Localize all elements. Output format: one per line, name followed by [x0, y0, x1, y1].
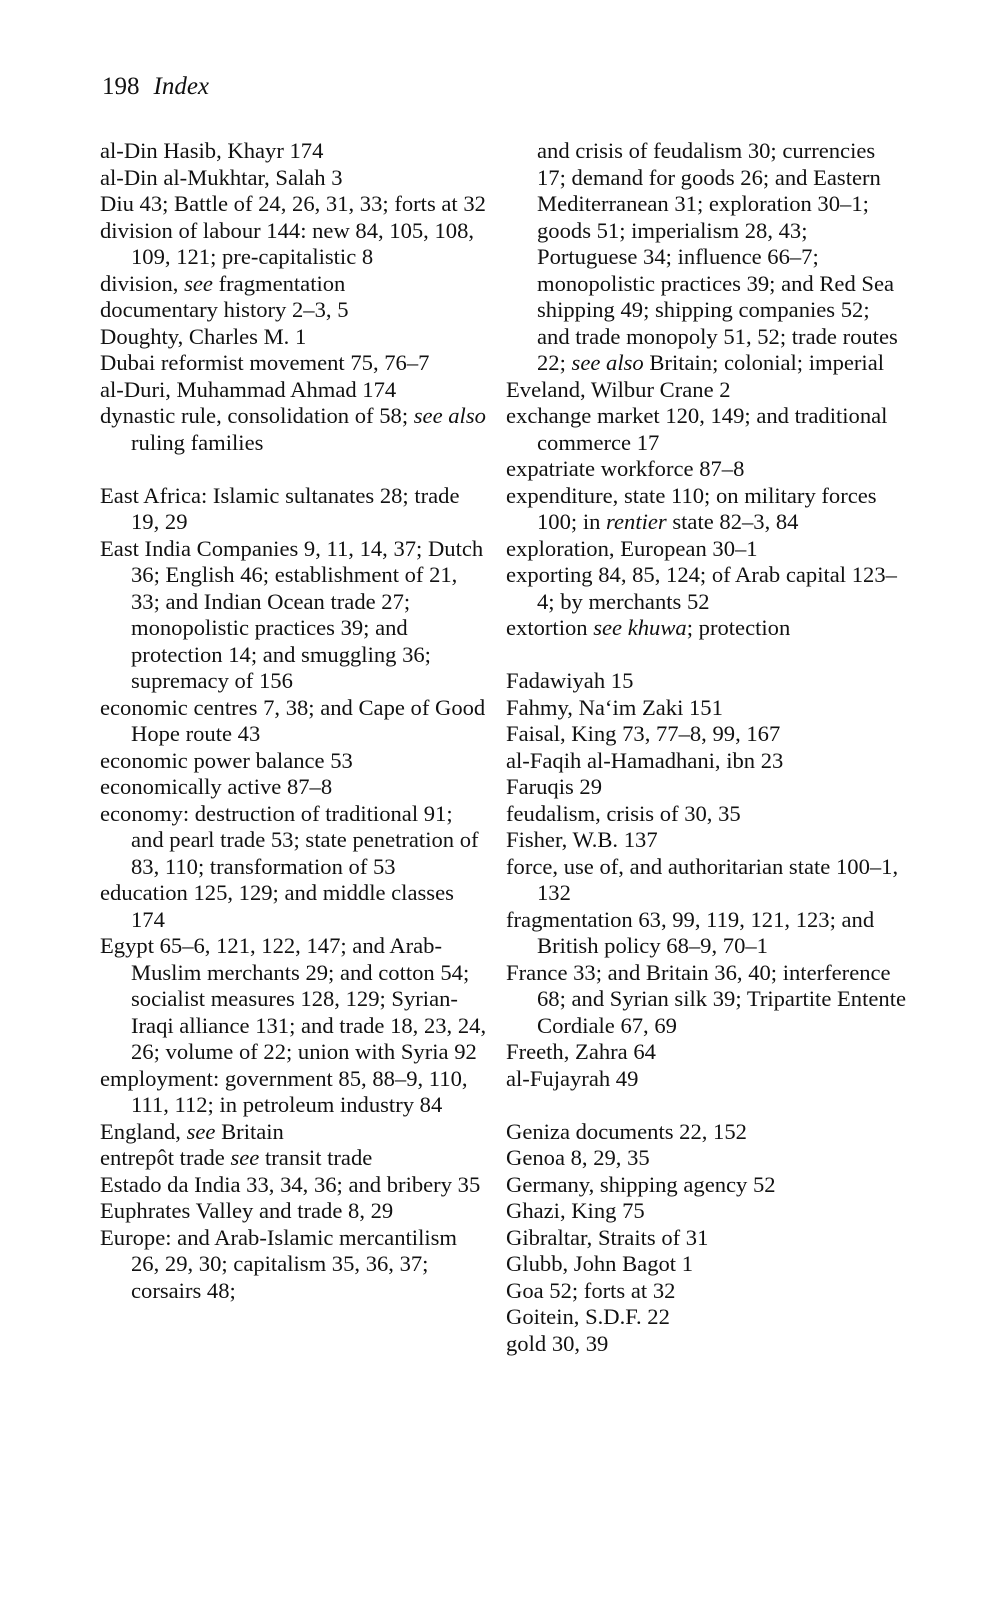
- index-entry: education 125, 129; and middle classes 174: [100, 880, 454, 932]
- index-entry: Dubai reformist movement 75, 76–7: [100, 350, 430, 375]
- index-entry: expatriate workforce 87–8: [506, 456, 745, 481]
- index-entry: gold 30, 39: [506, 1330, 609, 1356]
- index-entry: exporting 84, 85, 124; of Arab capital 123–4; by merchants 52: [506, 562, 897, 614]
- index-entry: Geniza documents 22, 152: [506, 1118, 747, 1144]
- index-entry: al-Din Hasib, Khayr 174: [100, 138, 324, 163]
- index-entry: force, use of, and authoritarian state 100–1, 132: [506, 853, 899, 905]
- index-entry: Glubb, John Bagot 1: [506, 1251, 694, 1276]
- index-entry: Freeth, Zahra 64: [506, 1039, 656, 1064]
- index-entry: Faisal, King 73, 77–8, 99, 167: [506, 721, 781, 746]
- index-entry: Goa 52; forts at 32: [506, 1277, 676, 1303]
- index-entry: expenditure, state 110; on military forces 100; in rentier state 82–3, 84: [506, 482, 877, 534]
- index-entry: feudalism, crisis of 30, 35: [506, 800, 741, 826]
- index-entry: dynastic rule, consolidation of 58; see also ruling families: [100, 403, 486, 455]
- index-entry: entrepôt trade see transit trade: [100, 1145, 373, 1170]
- index-entry: Ghazi, King 75: [506, 1198, 645, 1223]
- letter-group-gap: [100, 456, 490, 483]
- running-title: Index: [153, 73, 210, 100]
- index-entry: al-Fujayrah 49: [506, 1065, 639, 1091]
- index-entry: England, see Britain: [100, 1118, 284, 1144]
- index-entry: East Africa: Islamic sultanates 28; trade 19, 29: [100, 482, 460, 534]
- index-entry: division of labour 144: new 84, 105, 108, 109, 121; pre-capitalistic 8: [100, 217, 475, 269]
- index-entry: Euphrates Valley and trade 8, 29: [100, 1198, 394, 1223]
- index-entry: Fahmy, Na‘im Zaki 151: [506, 694, 723, 720]
- index-column-left: [100, 138, 490, 1304]
- index-entry: Gibraltar, Straits of 31: [506, 1224, 709, 1250]
- index-entry: Europe: and Arab-Islamic mercantilism 26, 29, 30; capitalism 35, 36, 37; corsairs 48;: [100, 1224, 457, 1303]
- index-entry: al-Din al-Mukhtar, Salah 3: [100, 164, 343, 190]
- index-entry: economically active 87–8: [100, 774, 333, 799]
- index-entry: Diu 43; Battle of 24, 26, 31, 33; forts at 32: [100, 191, 486, 216]
- index-entry: economy: destruction of traditional 91; and pearl trade 53; state penetration of 83, 110; transformation of 53: [100, 800, 479, 879]
- index-entry: economic power balance 53: [100, 747, 353, 773]
- index-entry: al-Duri, Muhammad Ahmad 174: [100, 376, 397, 402]
- index-entry: Doughty, Charles M. 1: [100, 323, 307, 349]
- index-entry: exploration, European 30–1: [506, 535, 758, 561]
- index-entry: Faruqis 29: [506, 774, 603, 799]
- index-entry: and crisis of feudalism 30; currencies 17; demand for goods 26; and Eastern Mediterranean 31; exploration 30–1; goods 51; imperialism 28, 43; Portuguese 34; influence 66–7; monopolistic practices 39; and Red Sea shipping 49; shipping companies 52; and trade monopoly 51, 52; trade routes 22; see also Britain; colonial; imperial: [537, 138, 898, 375]
- index-entry: Fisher, W.B. 137: [506, 827, 658, 852]
- index-entry: fragmentation 63, 99, 119, 121, 123; and British policy 68–9, 70–1: [506, 906, 875, 958]
- index-entry: Fadawiyah 15: [506, 668, 634, 693]
- index-entry: Eveland, Wilbur Crane 2: [506, 376, 731, 402]
- running-head: [102, 72, 209, 102]
- index-entry: employment: government 85, 88–9, 110, 111, 112; in petroleum industry 84: [100, 1065, 468, 1117]
- index-entry: division, see fragmentation: [100, 270, 346, 296]
- index-entry: Goitein, S.D.F. 22: [506, 1304, 670, 1329]
- index-entry: Estado da India 33, 34, 36; and bribery 35: [100, 1171, 481, 1197]
- index-entry: extortion see khuwa; protection: [506, 615, 791, 640]
- index-entry: Egypt 65–6, 121, 122, 147; and Arab-Muslim merchants 29; and cotton 54; socialist measures 128, 129; Syrian-Iraqi alliance 131; and trade 18, 23, 24, 26; volume of 22; union with Syria 92: [100, 933, 487, 1064]
- letter-group-gap: [506, 1092, 906, 1119]
- index-entry: al-Faqih al-Hamadhani, ibn 23: [506, 747, 784, 773]
- letter-group-gap: [506, 642, 906, 669]
- index-entry: Germany, shipping agency 52: [506, 1171, 776, 1197]
- index-entry: exchange market 120, 149; and traditional commerce 17: [506, 403, 888, 455]
- index-entry: economic centres 7, 38; and Cape of Good Hope route 43: [100, 694, 486, 746]
- index-entry: France 33; and Britain 36, 40; interference 68; and Syrian silk 39; Tripartite Entente Cordiale 67, 69: [506, 959, 907, 1038]
- index-entry: East India Companies 9, 11, 14, 37; Dutch 36; English 46; establishment of 21, 33; and Indian Ocean trade 27; monopolistic practices 39; and protection 14; and smuggling 36; supremacy of 156: [100, 535, 484, 693]
- page-number: 198: [102, 73, 140, 100]
- index-entry: documentary history 2–3, 5: [100, 297, 349, 322]
- index-column-right: [506, 138, 906, 1357]
- index-entry: Genoa 8, 29, 35: [506, 1145, 650, 1170]
